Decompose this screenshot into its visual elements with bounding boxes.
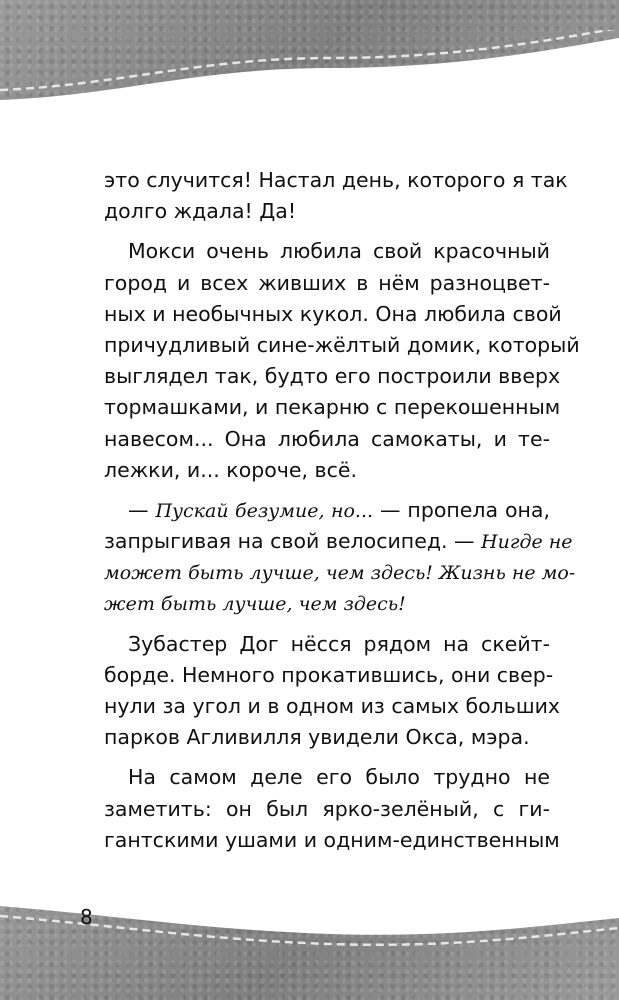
body-text <box>104 165 580 856</box>
text-segment: долго ждала! Да! <box>104 199 297 224</box>
text-line <box>104 392 561 423</box>
paragraph-gap <box>104 486 550 495</box>
text-segment: парков Агливилля увидели Окса, мэра. <box>104 725 530 750</box>
text-segment: гантскими ушами и одним-единственным <box>104 827 560 852</box>
text-line <box>104 268 550 299</box>
text-segment: может быть лучше, чем здесь! Жизнь не мо- <box>104 562 576 585</box>
text-segment: Зубастер Дог нёсся рядом на скейт- <box>128 631 550 656</box>
paragraph-gap <box>104 227 550 236</box>
bottom-wave-edge <box>0 860 619 950</box>
text-line <box>104 455 550 486</box>
top-wave-edge <box>0 30 619 140</box>
text-segment: — пропела она, <box>373 497 551 522</box>
text-line <box>104 299 562 330</box>
text-segment: На самом деле его было трудно не <box>128 765 550 790</box>
text-line <box>104 722 550 753</box>
text-line <box>104 165 568 196</box>
text-segment: Пускай безумие, но... <box>155 499 374 522</box>
text-line <box>104 424 550 455</box>
text-segment: лежки, и... короче, всё. <box>104 457 358 482</box>
paragraph-gap <box>104 753 550 762</box>
page-number: 8 <box>80 905 93 929</box>
text-line <box>104 588 550 619</box>
text-line <box>104 794 550 825</box>
text-line <box>104 236 550 267</box>
text-segment: тормашками, и пекарню с перекошенным <box>104 395 561 420</box>
text-segment: причудливый сине-жёлтый домик, который <box>104 332 580 357</box>
text-segment: город и всех живших в нём разноцвет- <box>104 270 550 295</box>
text-segment: навесом... Она любила самокаты, и те- <box>104 426 550 451</box>
paragraph-gap <box>104 620 550 629</box>
text-line <box>104 495 550 526</box>
text-line <box>104 825 560 856</box>
text-segment: нули за угол и в одном из самых больших <box>104 694 561 718</box>
text-line <box>104 526 573 557</box>
text-segment: запрыгивая на свой велосипед. — <box>104 529 482 554</box>
text-line <box>104 196 550 227</box>
text-segment: ных и необычных кукол. Она любила свой <box>104 301 562 326</box>
text-segment: Нигде не <box>481 531 573 554</box>
text-line <box>104 762 550 793</box>
text-segment: жет быть лучше, чем здесь! <box>104 593 406 616</box>
text-line <box>104 660 554 691</box>
text-segment: это случится! Настал день, которого я так <box>104 168 568 192</box>
text-segment: — <box>128 497 156 522</box>
text-line <box>104 330 580 361</box>
text-line <box>104 557 576 588</box>
text-segment: выглядел так, будто его построили вверх <box>104 364 561 389</box>
text-segment: заметить: он был ярко-зелёный, с ги- <box>104 796 550 821</box>
text-line <box>104 361 561 392</box>
text-line <box>104 629 550 660</box>
text-segment: борде. Немного прокатившись, они свер- <box>104 662 554 687</box>
text-line <box>104 691 561 722</box>
text-segment: Мокси очень любила свой красочный <box>128 239 550 264</box>
